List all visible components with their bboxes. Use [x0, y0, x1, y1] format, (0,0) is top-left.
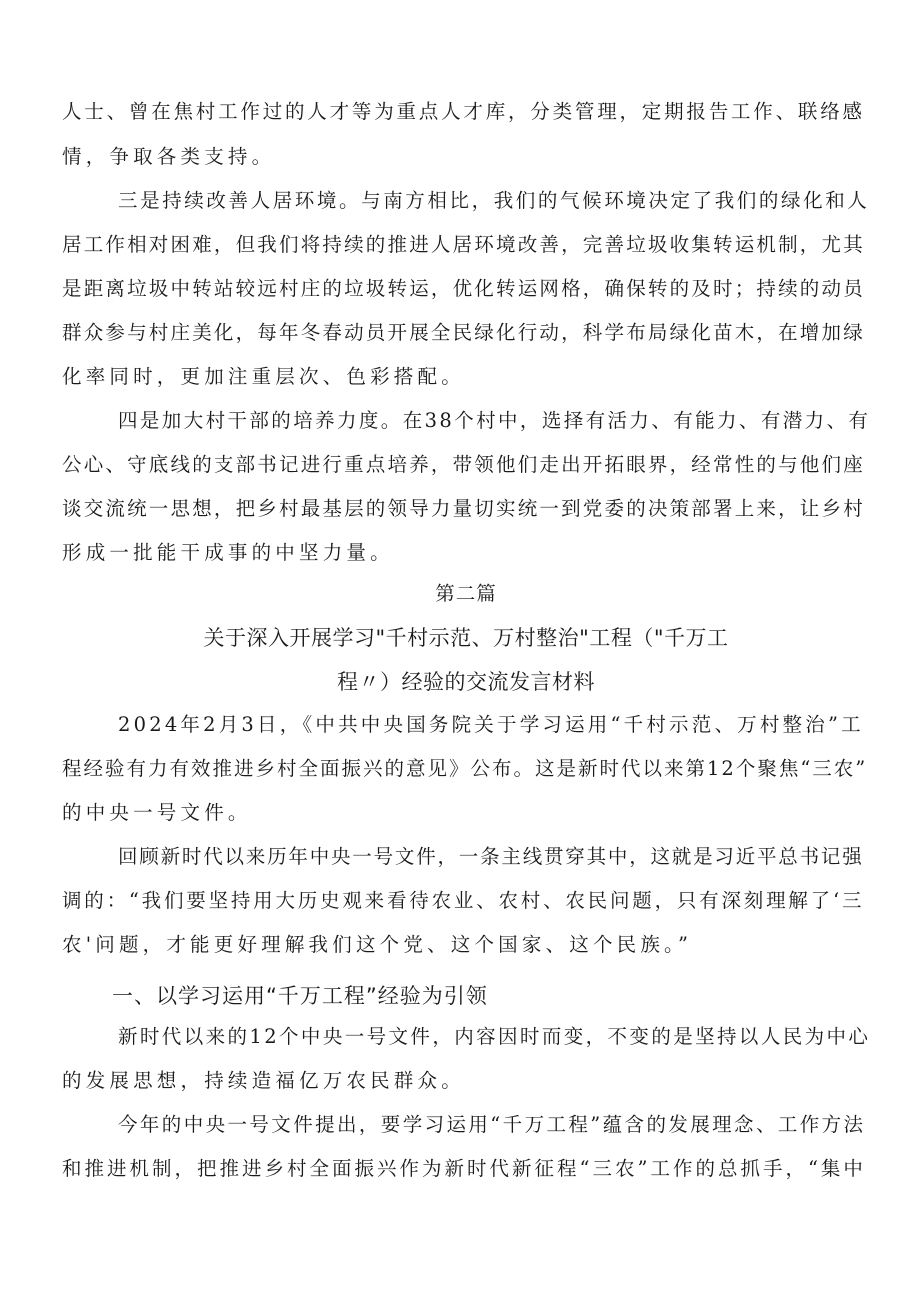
paragraph-start: 三是持续改善人居环境。与南方相比，我们的气候环境决定了我们的绿化和人: [118, 189, 870, 212]
text-line: 情，争取各类支持。: [62, 145, 276, 168]
paragraph-start: 回顾新时代以来历年中央一号文件，一条主线贯穿其中，这就是习近平总书记强: [118, 845, 864, 868]
paragraph-start: 2024年2月3日，《中共中央国务院关于学习运用“千村示范、万村整治”工: [118, 713, 864, 736]
text-line: 农'问题，才能更好理解我们这个党、这个国家、这个民族。”: [62, 933, 693, 956]
text-line: 公心、守底线的支部书记进行重点培养，带领他们走出开拓眼界，经常性的与他们座: [62, 453, 865, 476]
document-title-line-2: 程〃）经验的交流发言材料: [337, 670, 595, 694]
paragraph-start: 新时代以来的12个中央一号文件，内容因时而变，不变的是坚持以人民为中心: [118, 1025, 871, 1048]
text-line: 的发展思想，持续造福亿万农民群众。: [62, 1069, 465, 1092]
text-line: 人士、曾在焦村工作过的人才等为重点人才库，分类管理，定期报告工作、联络感: [62, 100, 865, 123]
text-line: 居工作相对困难，但我们将持续的推进人居环境改善，完善垃圾收集转运机制，尤其: [62, 233, 865, 256]
text-line: 是距离垃圾中转站较远村庄的垃圾转运，优化转运网格，确保转的及时；持续的动员: [62, 277, 865, 300]
document-title-line-1: 关于深入开展学习"千村示范、万村整治"工程（"千万工: [203, 626, 729, 650]
text-line: 形成一批能干成事的中坚力量。: [62, 541, 394, 564]
text-line: 谈交流统一思想，把乡村最基层的领导力量切实统一到党委的决策部署上来，让乡村: [62, 497, 865, 520]
text-line: 化率同时，更加注重层次、色彩搭配。: [62, 365, 465, 388]
section-label: 第二篇: [435, 582, 497, 605]
text-line: 群众参与村庄美化，每年冬春动员开展全民绿化行动，科学布局绿化苗木，在增加绿: [62, 321, 865, 344]
paragraph-start: 今年的中央一号文件提出，要学习运用“千万工程”蕴含的发展理念、工作方法: [118, 1113, 866, 1136]
text-line: 程经验有力有效推进乡村全面振兴的意见》公布。这是新时代以来第12个聚焦“三农”: [62, 757, 868, 780]
paragraph-start: 四是加大村干部的培养力度。在38个村中，选择有活力、有能力、有潜力、有: [118, 409, 871, 432]
text-line: 的中央一号文件。: [62, 801, 252, 824]
document-page: [62, 0, 870, 1301]
text-line: 和推进机制，把推进乡村全面振兴作为新时代新征程“三农”工作的总抓手，“集中: [62, 1157, 866, 1180]
text-line: 调的：“我们要坚持用大历史观来看待农业、农村、农民问题，只有深刻理解了‘三: [62, 889, 865, 912]
section-heading: 一、以学习运用“千万工程”经验为引领: [112, 984, 488, 1008]
